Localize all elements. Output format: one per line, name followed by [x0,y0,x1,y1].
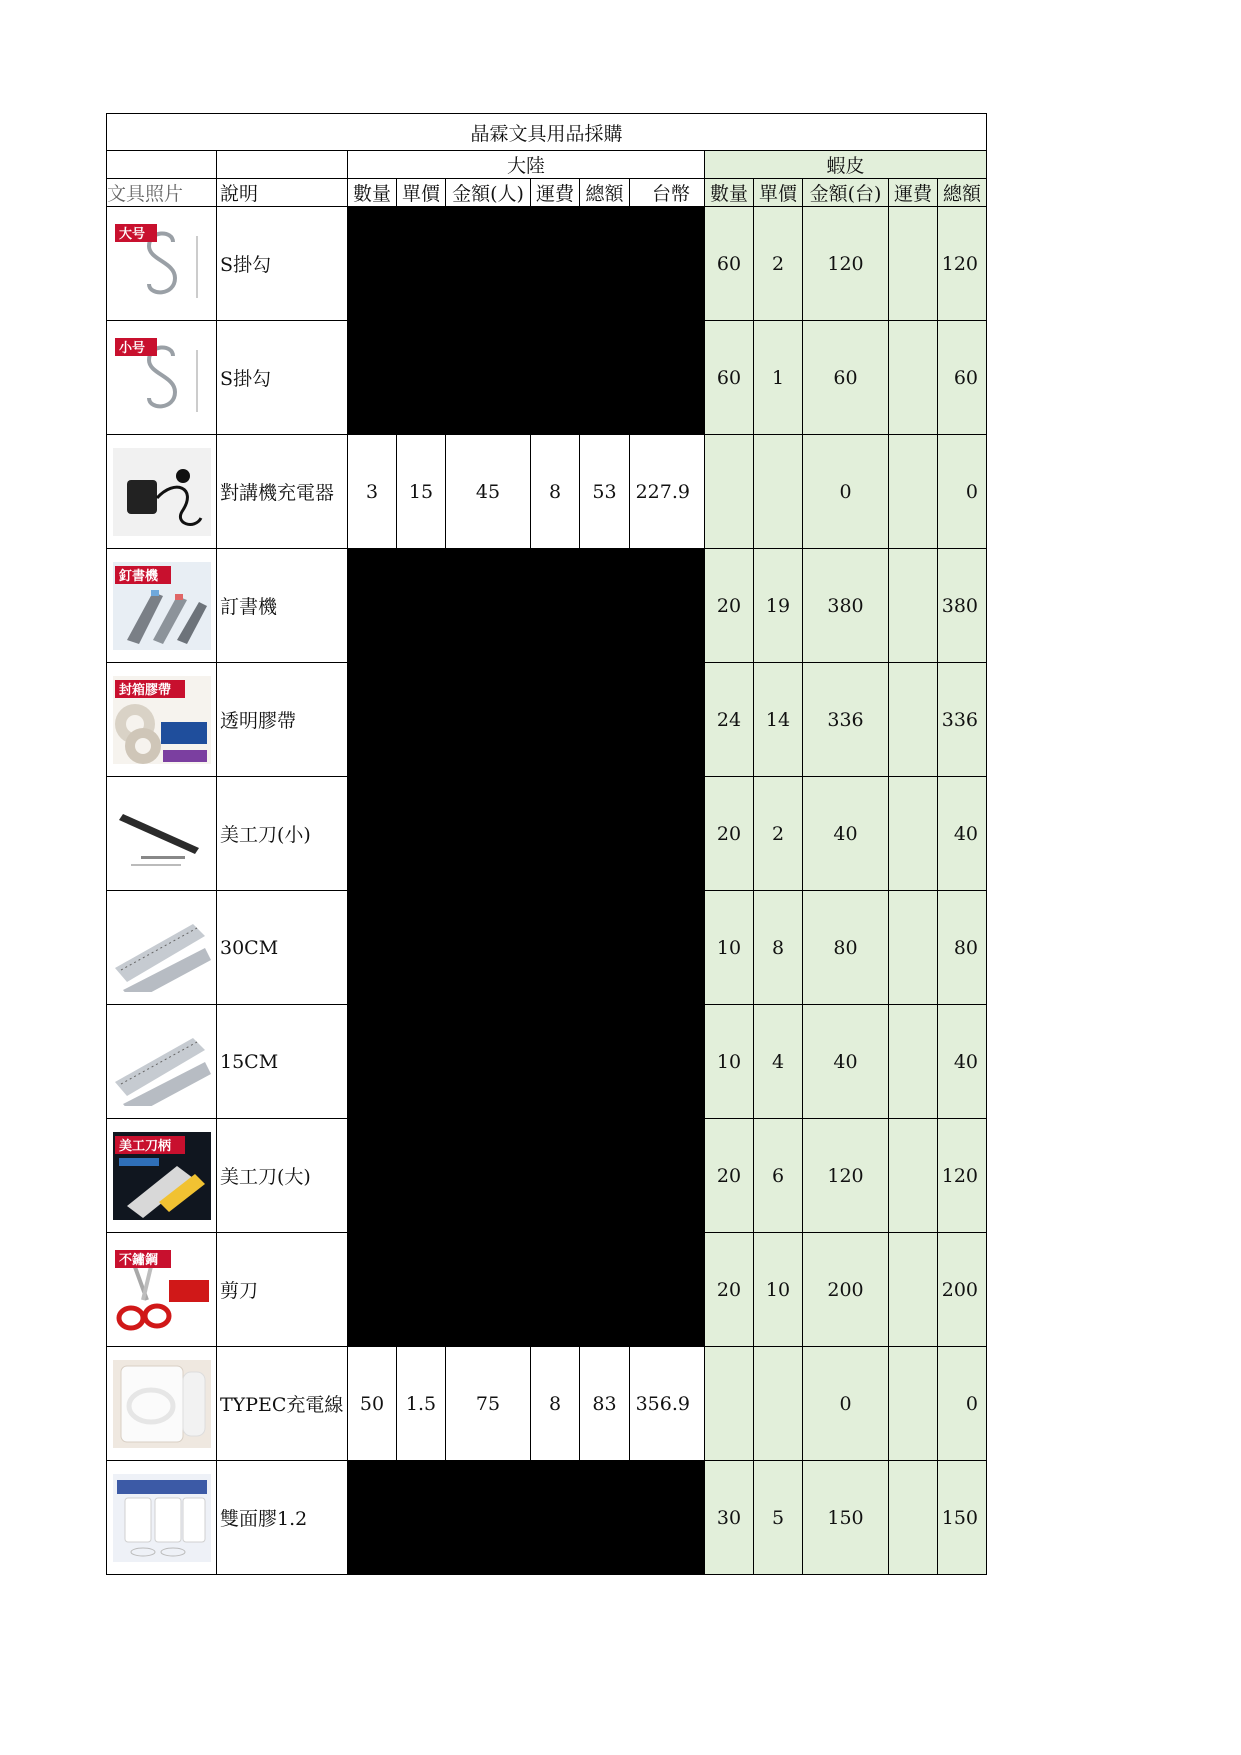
cell-cn-amount: 75 [446,1347,531,1461]
redacted-block [348,1005,705,1119]
table-row [107,321,987,435]
cell-sp-total: 80 [938,891,987,1005]
product-photo-cell [107,435,217,549]
cell-sp-ship [889,777,938,891]
cutter-small-image [113,790,211,878]
cell-sp-total: 200 [938,1233,987,1347]
header-sp-amount: 金額(台) [803,179,889,207]
header-cn-total: 總額 [580,179,630,207]
cell-sp-total: 0 [938,435,987,549]
item-description: 30CM [217,891,348,1005]
cell-sp-total: 60 [938,321,987,435]
table-row [107,549,987,663]
cell-sp-qty: 20 [705,1233,754,1347]
redacted-block [348,1119,705,1233]
product-badge-text: 大号 [118,226,145,242]
cell-sp-qty: 24 [705,663,754,777]
cell-cn-qty: 3 [348,435,397,549]
product-badge-text: 小号 [118,340,145,356]
redacted-block [348,1233,705,1347]
item-description: 雙面膠1.2 [217,1461,348,1575]
product-badge-text: 美工刀柄 [118,1138,171,1154]
s-hook-small-image [113,334,211,422]
cell-sp-qty: 10 [705,1005,754,1119]
cell-sp-total: 40 [938,777,987,891]
cell-sp-amount: 40 [803,1005,889,1119]
cell-cn-total: 53 [580,435,630,549]
cell-sp-amount: 120 [803,1119,889,1233]
cell-sp-ship [889,1119,938,1233]
product-photo-cell [107,1461,217,1575]
item-description: S掛勾 [217,321,348,435]
cell-sp-price: 14 [754,663,803,777]
cell-sp-price [754,1347,803,1461]
cell-sp-ship [889,1347,938,1461]
item-description: 剪刀 [217,1233,348,1347]
table-row [107,435,987,549]
cell-sp-ship [889,321,938,435]
product-badge-text: 釘書機 [118,568,158,584]
cell-sp-price: 5 [754,1461,803,1575]
cell-sp-qty: 30 [705,1461,754,1575]
double-sided-tape-image [113,1474,211,1562]
cell-cn-amount: 45 [446,435,531,549]
product-badge-text: 不鏽鋼 [118,1252,158,1268]
cell-sp-price: 4 [754,1005,803,1119]
blank-cell [217,151,348,179]
cell-cn-qty: 50 [348,1347,397,1461]
purchase-sheet [106,113,987,1575]
redacted-block [348,1461,705,1575]
stapler-image [113,562,211,650]
cell-sp-qty [705,435,754,549]
cell-cn-price: 15 [397,435,446,549]
table-row [107,777,987,891]
cell-sp-ship [889,549,938,663]
item-description: 透明膠帶 [217,663,348,777]
redacted-block [348,207,705,321]
cell-sp-qty: 60 [705,207,754,321]
cell-sp-total: 150 [938,1461,987,1575]
cell-sp-qty [705,1347,754,1461]
cell-cn-price: 1.5 [397,1347,446,1461]
cell-sp-total: 0 [938,1347,987,1461]
cell-sp-qty: 20 [705,1119,754,1233]
blank-cell [107,151,217,179]
cell-sp-total: 120 [938,207,987,321]
product-photo-cell [107,207,217,321]
cell-sp-total: 380 [938,549,987,663]
table-row [107,1233,987,1347]
product-photo-cell [107,1347,217,1461]
item-description: 美工刀(大) [217,1119,348,1233]
product-photo-cell [107,1005,217,1119]
item-description: 對講機充電器 [217,435,348,549]
cell-sp-price: 8 [754,891,803,1005]
product-photo-cell [107,663,217,777]
cell-sp-price: 1 [754,321,803,435]
header-sp-price: 單價 [754,179,803,207]
typec-cable-image [113,1360,211,1448]
product-photo-cell [107,321,217,435]
cell-sp-ship [889,891,938,1005]
cell-sp-qty: 60 [705,321,754,435]
cell-sp-ship [889,435,938,549]
table-row [107,663,987,777]
cell-sp-amount: 336 [803,663,889,777]
header-cn-price: 單價 [397,179,446,207]
group-mainland: 大陸 [348,151,705,179]
header-sp-ship: 運費 [889,179,938,207]
header-sp-total: 總額 [938,179,987,207]
product-photo-cell [107,549,217,663]
cell-sp-qty: 10 [705,891,754,1005]
cell-sp-amount: 150 [803,1461,889,1575]
table-row [107,1119,987,1233]
cell-sp-total: 120 [938,1119,987,1233]
cutter-large-image [113,1132,211,1220]
product-photo-cell [107,891,217,1005]
item-description: 訂書機 [217,549,348,663]
table-row [107,1347,987,1461]
group-shopee: 蝦皮 [705,151,987,179]
cell-sp-price: 19 [754,549,803,663]
item-description: TYPEC充電線 [217,1347,348,1461]
cell-sp-amount: 200 [803,1233,889,1347]
header-cn-ship: 運費 [531,179,580,207]
cell-sp-total: 40 [938,1005,987,1119]
cell-sp-amount: 60 [803,321,889,435]
cell-sp-amount: 80 [803,891,889,1005]
redacted-block [348,549,705,663]
redacted-block [348,777,705,891]
cell-sp-price: 2 [754,207,803,321]
cell-cn-twd: 227.9 [630,435,705,549]
cell-sp-price: 6 [754,1119,803,1233]
cell-cn-ship: 8 [531,435,580,549]
cell-sp-price: 2 [754,777,803,891]
cell-sp-qty: 20 [705,549,754,663]
cell-sp-total: 336 [938,663,987,777]
cell-sp-amount: 380 [803,549,889,663]
cell-sp-ship [889,1233,938,1347]
redacted-block [348,663,705,777]
table-row [107,207,987,321]
header-cn-qty: 數量 [348,179,397,207]
sheet-title: 晶霖文具用品採購 [107,114,987,151]
cell-sp-price: 10 [754,1233,803,1347]
item-description: 美工刀(小) [217,777,348,891]
cell-sp-ship [889,1005,938,1119]
cell-sp-amount: 40 [803,777,889,891]
cell-sp-ship [889,1461,938,1575]
product-photo-cell [107,777,217,891]
scissors-image [113,1246,211,1334]
cell-sp-amount: 0 [803,435,889,549]
cell-cn-twd: 356.9 [630,1347,705,1461]
header-desc: 說明 [217,179,348,207]
cell-sp-ship [889,663,938,777]
header-cn-twd: 台幣 [630,179,705,207]
product-photo-cell [107,1119,217,1233]
table-row [107,1005,987,1119]
charger-image [113,448,211,536]
ruler-15cm-image [113,1018,211,1106]
header-cn-amount: 金額(人) [446,179,531,207]
table-row [107,891,987,1005]
cell-sp-amount: 0 [803,1347,889,1461]
s-hook-large-image [113,220,211,308]
cell-sp-ship [889,207,938,321]
packing-tape-image [113,676,211,764]
product-badge-text: 封箱膠帶 [118,682,171,698]
redacted-block [348,891,705,1005]
redacted-block [348,321,705,435]
header-sp-qty: 數量 [705,179,754,207]
header-photo: 文具照片 [107,179,217,207]
cell-cn-ship: 8 [531,1347,580,1461]
cell-sp-price [754,435,803,549]
product-photo-cell [107,1233,217,1347]
item-description: S掛勾 [217,207,348,321]
item-description: 15CM [217,1005,348,1119]
ruler-30cm-image [113,904,211,992]
cell-cn-total: 83 [580,1347,630,1461]
cell-sp-amount: 120 [803,207,889,321]
table-row [107,1461,987,1575]
cell-sp-qty: 20 [705,777,754,891]
